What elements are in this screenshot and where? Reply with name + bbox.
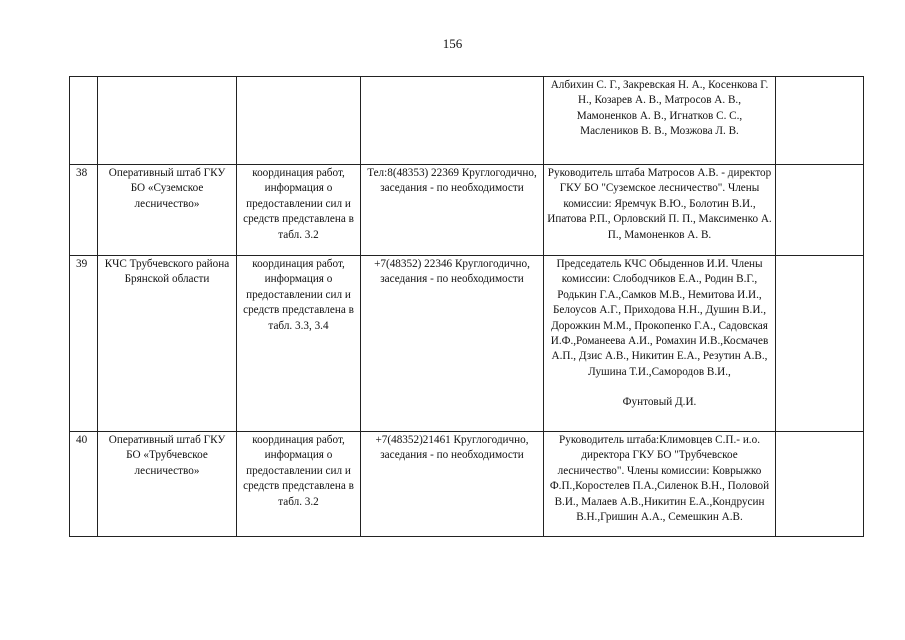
table-row	[70, 256, 864, 432]
members-cell	[544, 165, 776, 256]
members-cell	[544, 77, 776, 165]
function-cell: координация работ, информация о предоставлении сил и средств представлена в табл. 3.2	[237, 432, 361, 537]
function-cell: координация работ, информация о предоставлении сил и средств представлена в табл. 3.3, 3.4	[237, 256, 361, 432]
members-text: Руководитель штаба:Климовцев С.П.- и.о. директора ГКУ БО "Трубчевское лесничество". Члены комиссии: Коврыжко Ф.П.,Коростелев П.А.,Силенок В.Н., Половой В.И., Малаев А.В.,Никитин Е.А.,Кондрусин В.Н.,Гришин А.А., Семешкин А.В.	[549, 434, 770, 524]
function-cell	[237, 77, 361, 165]
row-number-cell	[70, 77, 98, 165]
contact-cell	[361, 77, 544, 165]
table-row	[70, 432, 864, 537]
organization-cell	[98, 77, 237, 165]
table-row	[70, 165, 864, 256]
members-cell	[544, 432, 776, 537]
extra-cell	[776, 256, 864, 432]
organization-cell: Оперативный штаб ГКУ БО «Суземское лесничество»	[98, 165, 237, 256]
row-number-cell: 39	[70, 256, 98, 432]
page-number: 156	[442, 36, 463, 51]
contact-cell: Тел:8(48353) 22369 Круглогодично, заседания - по необходимости	[361, 165, 544, 256]
members-text: Албихин С. Г., Закревская Н. А., Косенкова Г. Н., Козарев А. В., Матросов А. В., Мамоненков А. В., Игнатков С. С., Маслеников В. В., Мозжова Л. В.	[550, 79, 769, 138]
row-number-cell: 38	[70, 165, 98, 256]
members-cell	[544, 256, 776, 432]
contact-cell: +7(48352)21461 Круглогодично, заседания - по необходимости	[361, 432, 544, 537]
organization-cell: КЧС Трубчевского района Брянской области	[98, 256, 237, 432]
members-text: Председатель КЧС Обыденнов И.И. Члены комиссии: Слободчиков Е.А., Родин В.Г., Родькин Г.А.,Самков М.В., Немитова И.И., Белоусов А.Г., Приходова Н.Н., Душин В.И., Дорожкин М.М., Прокопенко Г.А., Садовская И.Ф.,Романеева А.И., Ромахин И.В.,Космачев А.П., Дзис А.В., Никитин Е.А., Резутин А.В., Лушина Т.И.,Самородов В.И.,	[550, 258, 769, 378]
extra-cell	[776, 432, 864, 537]
function-cell: координация работ, информация о предоставлении сил и средств представлена в табл. 3.2	[237, 165, 361, 256]
members-text: Руководитель штаба Матросов А.В. - директор ГКУ БО "Суземское лесничество". Члены комиссии: Яремчук В.Ю., Болотин В.И., Ипатова Р.П., Орловский П. П., Максименко А. П., Мамоненков А. В.	[547, 167, 772, 241]
row-number-cell: 40	[70, 432, 98, 537]
commission-table	[69, 76, 864, 537]
extra-cell	[776, 77, 864, 165]
contact-cell: +7(48352) 22346 Круглогодично, заседания - по необходимости	[361, 256, 544, 432]
organization-cell: Оперативный штаб ГКУ БО «Трубчевское лесничество»	[98, 432, 237, 537]
members-tail-text: Фунтовый Д.И.	[622, 396, 697, 409]
extra-cell	[776, 165, 864, 256]
table-row	[70, 77, 864, 165]
